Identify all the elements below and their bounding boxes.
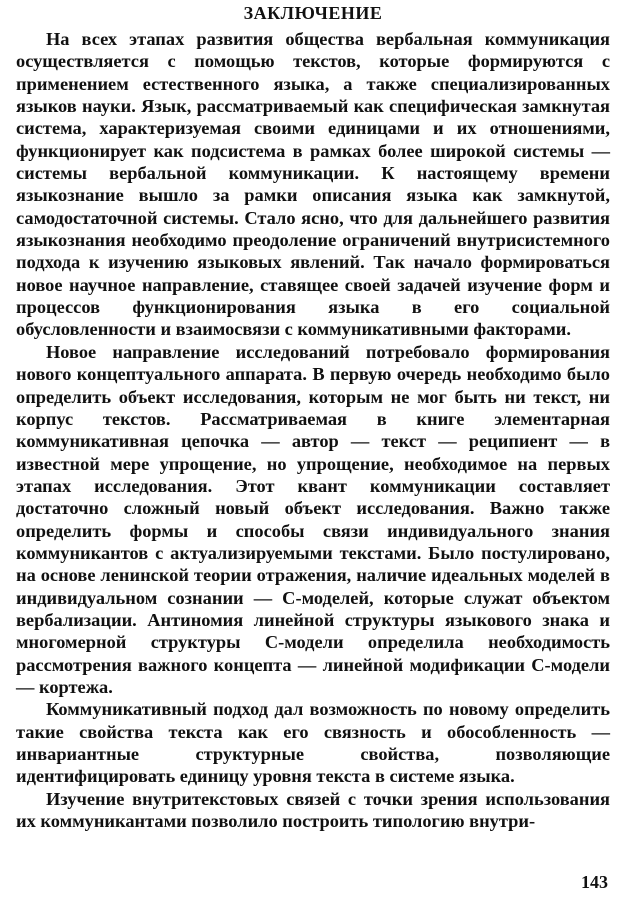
paragraph-1: На всех этапах развития общества вербальная коммуникация осуществляется с помощью текстов, которые формируются с применением естественного языка, а также специализированных языков науки. Язык, рассматриваемый как специфическая замкнутая система, характеризуемая своими единицами и их отношениями, функционирует как подсистема в рамках более широкой системы — системы вербальной коммуникации. К настоящему времени языкознание вышло за рамки описания языка как замкнутой, самодостаточной системы. Стало ясно, что для дальнейшего развития языкознания необходимо преодоление ограничений внутрисистемного подхода к изучению языковых явлений. Так начало формироваться новое научное направление, ставящее своей задачей изучение форм и процессов функционирования языка в его социальной обусловленности и взаимосвязи с коммуникативными факторами. [16, 29, 610, 340]
body-text [16, 28, 610, 832]
paragraph-2: Новое направление исследований потребовало формирования нового концептуального аппарата. В первую очередь необходимо было определить объект исследования, которым не мог быть ни текст, ни корпус текстов. Рассматриваемая в книге элементарная коммуникативная цепочка — автор — текст — реципиент — в известной мере упрощение, но упрощение, необходимое на первых этапах исследования. Этот квант коммуникации составляет достаточно сложный новый объект исследования. Важно также определить формы и способы связи индивидуального знания коммуникантов с актуализируемыми текстами. Было постулировано, на основе ленинской теории отражения, наличие идеальных моделей в индивидуальном сознании — С-моделей, которые служат объектом вербализации. Антиномия линейной структуры языкового знака и многомерной структуры С-модели определила необходимость рассмотрения важного концепта — линейной модификации С-модели — кортежа. [16, 341, 610, 697]
page-number: 143 [581, 872, 608, 892]
paragraph-4: Изучение внутритекстовых связей с точки зрения использования их коммуникантами позволило построить типологию внутри- [16, 788, 610, 832]
document-page [0, 2, 620, 899]
paragraph-3: Коммуникативный подход дал возможность по новому определить такие свойства текста как его связность и обособленность — инвариантные структурные свойства, позволяющие идентифицировать единицу уровня текста в системе языка. [16, 699, 610, 787]
chapter-heading: ЗАКЛЮЧЕНИЕ [243, 3, 383, 23]
